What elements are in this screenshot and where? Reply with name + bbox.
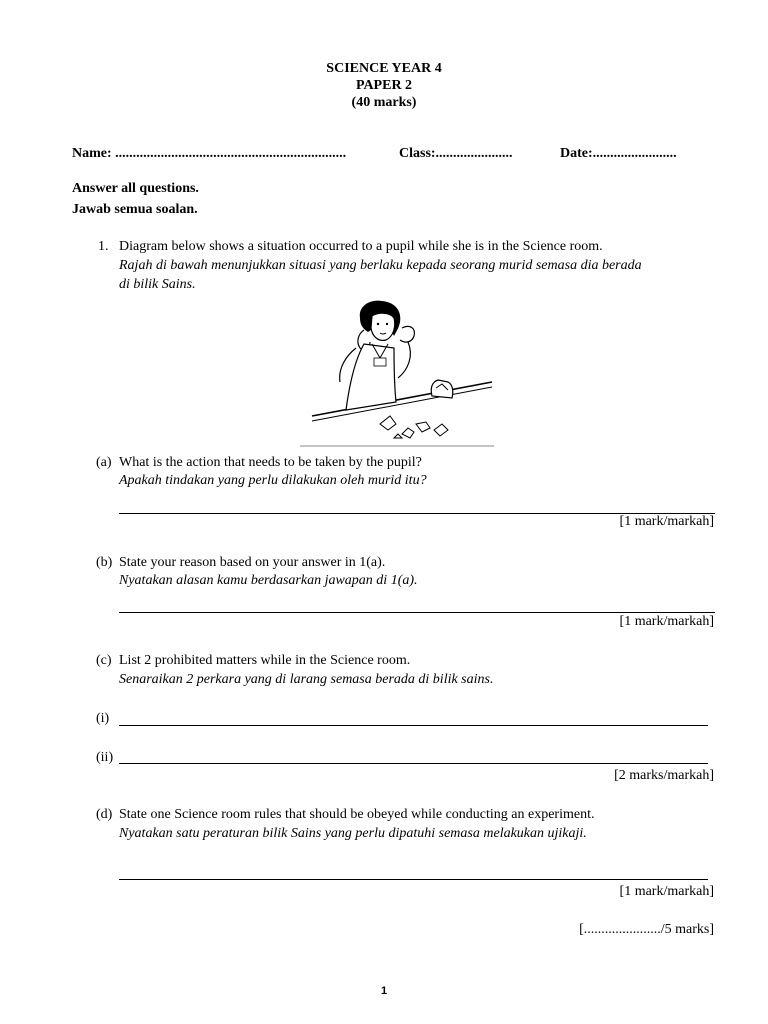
pupil-broken-glass-illustration bbox=[298, 298, 496, 450]
part-b-question-ms: Nyatakan alasan kamu berdasarkan jawapan di 1(a). bbox=[119, 573, 418, 588]
instruction-en: Answer all questions. bbox=[72, 181, 199, 196]
part-a-marks: [1 mark/markah] bbox=[619, 514, 714, 529]
part-c-item-i-answer-line[interactable] bbox=[119, 725, 708, 726]
question-1-stem-ms-cont: di bilik Sains. bbox=[119, 277, 196, 292]
part-c-label: (c) bbox=[96, 653, 112, 668]
question-1-number: 1. bbox=[98, 239, 109, 254]
part-b-question-en: State your reason based on your answer in 1(a). bbox=[119, 555, 386, 570]
part-c-item-ii-label: (ii) bbox=[96, 750, 114, 765]
part-c-marks: [2 marks/markah] bbox=[614, 768, 714, 783]
paper-total-marks: (40 marks) bbox=[351, 95, 417, 110]
part-c-item-i-label: (i) bbox=[96, 711, 110, 726]
part-b-answer-line[interactable] bbox=[119, 612, 715, 613]
part-d-answer-line[interactable] bbox=[119, 879, 708, 880]
page-number: 1 bbox=[380, 985, 388, 997]
part-d-label: (d) bbox=[96, 807, 113, 822]
question-1-total-marks[interactable]: [....................../5 marks] bbox=[579, 922, 714, 937]
part-c-question-ms: Senaraikan 2 perkara yang di larang semasa berada di bilik sains. bbox=[119, 672, 494, 687]
part-a-label: (a) bbox=[96, 455, 112, 470]
paper-title: SCIENCE YEAR 4 bbox=[326, 61, 442, 76]
part-c-item-ii-answer-line[interactable] bbox=[119, 763, 708, 764]
question-1-stem-en: Diagram below shows a situation occurred to a pupil while she is in the Science room. bbox=[119, 239, 603, 254]
part-b-marks: [1 mark/markah] bbox=[619, 614, 714, 629]
date-field[interactable]: Date:........................ bbox=[560, 146, 677, 161]
name-field[interactable]: Name: .................................................................. bbox=[72, 146, 347, 161]
part-a-question-ms: Apakah tindakan yang perlu dilakukan oleh murid itu? bbox=[119, 473, 427, 488]
instruction-ms: Jawab semua soalan. bbox=[72, 202, 198, 217]
paper-number: PAPER 2 bbox=[355, 78, 413, 93]
question-1-stem-ms: Rajah di bawah menunjukkan situasi yang berlaku kepada seorang murid semasa dia berada bbox=[119, 258, 642, 273]
part-d-marks: [1 mark/markah] bbox=[619, 884, 714, 899]
class-field[interactable]: Class:...................... bbox=[399, 146, 513, 161]
part-b-label: (b) bbox=[96, 555, 113, 570]
part-a-question-en: What is the action that needs to be taken by the pupil? bbox=[119, 455, 422, 470]
part-c-question-en: List 2 prohibited matters while in the Science room. bbox=[119, 653, 411, 668]
part-d-question-ms: Nyatakan satu peraturan bilik Sains yang perlu dipatuhi semasa melakukan ujikaji. bbox=[119, 826, 587, 841]
part-d-question-en: State one Science room rules that should be obeyed while conducting an experiment. bbox=[119, 807, 595, 822]
